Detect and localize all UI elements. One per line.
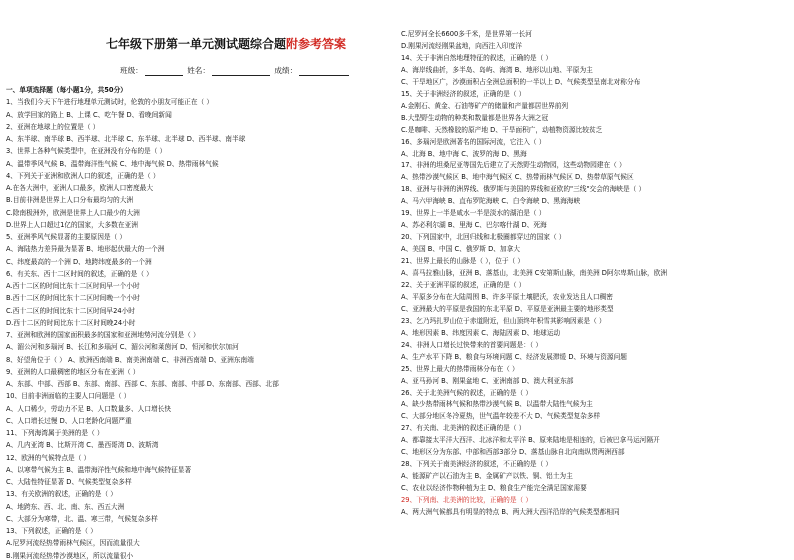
question-line: C.除南极洲外，欧洲是世界上人口最少的大洲 (6, 208, 140, 217)
name-blank[interactable] (212, 67, 270, 76)
question-line: 12、欧洲的气候特点是（ ） (6, 453, 91, 462)
question-line: A、马六甲海峡 B、直布罗陀海峡 C、白令海峡 D、黑海海峡 (401, 197, 581, 206)
question-line: 5、亚洲季风气候显著的主要原因是（ ） (6, 233, 127, 241)
question-line: A、以寒带气候为主 B、温带海洋性气候和地中海气候特征显著 (6, 465, 192, 474)
question-line: A、放学回家的路上 B、上课 C、吃午餐 D、看晚间新闻 (6, 110, 172, 119)
question-line: C、大陆性特征显著 D、气候类型复杂多样 (6, 478, 132, 486)
question-line: 6、有关东、西十二区时间的叙述，正确的是（ ） (6, 269, 153, 278)
question-line: 17、非洲的坦桑尼亚等国先后建立了天然野生动物园，这些动物园建在（ ） (401, 161, 626, 170)
question-line: B.大型野生动物的种类和数量都是世界各大洲之冠 (401, 113, 549, 122)
student-info (120, 65, 351, 76)
question-line: A、湄公河和多瑙河 B、长江和多瑙河 C、湄公河和莱茵河 D、恒河和伏尔加河 (6, 343, 239, 352)
question-line: C、纬度最高的一个洲 D、地跨纬度最多的一个洲 (6, 257, 152, 266)
question-line: 15、关于非洲经济的叙述，正确的是（ ） (401, 89, 526, 98)
question-line: A、温带季风气候 B、温带海洋性气候 C、地中海气候 D、热带雨林气候 (6, 159, 219, 168)
right-column (397, 0, 794, 560)
question-line: A、地形因素 B、纬度因素 C、海陆因素 D、地球运动 (401, 328, 561, 337)
question-line: C、地形区分为东部、中部和西部3部分 D、落基山脉自北向南纵贯两洲西部 (401, 448, 625, 457)
question-line: 11、下列海湾属于美洲的是（ ） (6, 429, 104, 437)
question-line: A、亚马孙河 B、刚果盆地 C、亚洲南部 D、澳大利亚东部 (401, 376, 574, 385)
question-line: 29、下列南、北美洲的比较，正确的是（ ） (401, 496, 533, 505)
question-line: 20、下列国家中，北回归线和北极圈都穿过的国家（ ） (401, 233, 566, 242)
question-line: C、大部分地区冬冷夏热，世气温年较差不大 D、气候类型复杂多样 (401, 412, 601, 421)
question-line: A、北海 B、地中海 C、波罗的海 D、黑海 (401, 149, 527, 158)
title-highlight: 附参考答案 (286, 37, 347, 51)
class-label: 班级： (120, 66, 143, 75)
question-line: A、几内亚湾 B、比斯开湾 C、墨西哥湾 D、波斯湾 (6, 441, 159, 450)
exam-title (106, 35, 366, 52)
score-label: 成绩： (274, 66, 298, 75)
question-line: 13、下列叙述，正确的是（ ） (6, 527, 97, 535)
question-line: 27、有关南、北美洲的叙述正确的是（ ） (401, 424, 526, 433)
question-line: C、亚洲最大的平原是我国的东北平原 D、平原是亚洲最主要的地形类型 (401, 304, 614, 313)
question-line: A.在各大洲中，亚洲人口最多，欧洲人口密度最大 (6, 184, 154, 192)
question-line: A、生产水平下降 B、粮食与环境问题 C、经济发展滞缓 D、环境与资源问题 (401, 352, 627, 361)
question-line: D.西十二区的时间比东十二区时间晚24小时 (6, 318, 136, 327)
question-line: A、人口稀少，劳动力不足 B、人口数量多、人口增长快 (6, 404, 172, 413)
name-label: 姓名： (187, 66, 210, 75)
question-line: B.西十二区的时间比东十二区时间晚一个小时 (6, 294, 140, 303)
question-line: A、两大洲气候都具有明显的特点 B、两大洲大西洋沿岸的气候类型都相同 (401, 508, 620, 516)
question-line: A、海陆热力差异最为显著 B、地形起伏最大的一个洲 (6, 245, 165, 254)
question-line: 25、世界上最大的热带雨林分布在（ ） (401, 364, 519, 373)
question-line: 4、下列关于亚洲和欧洲人口的叙述，正确的是（ ） (6, 171, 160, 180)
question-line: A、能源矿产以石油为主 B、金属矿产以铁、铜、铝土为主 (401, 472, 573, 481)
question-line: 16、多瑙河是欧洲著名的国际河流，它注入（ ） (401, 137, 546, 146)
title-main: 七年级下册第一单元测试题综合题 (106, 37, 287, 51)
question-line: D.世界上人口超过1亿的国家，大多数在亚洲 (6, 220, 138, 229)
question-line: A、喜马拉雅山脉，亚洲 B、落基山，北美洲 C安第斯山脉，南美洲 D阿尔卑斯山脉，欧洲 (401, 269, 668, 277)
question-line: C、农业以经济作物种植为主 D、粮食生产能完全满足国家需要 (401, 484, 587, 493)
question-line: C.是咖啡、天然橡胶的原产地 D、干旱面积广，动植物资源比较贫乏 (401, 125, 603, 134)
question-line: 9、亚洲的人口最稠密的地区分布在亚洲（ ） (6, 367, 140, 376)
question-line: A.金刚石、黄金、石油等矿产的储量和产量都居世界前列 (401, 101, 569, 110)
question-line: B.目前非洲是世界上人口分布最均匀的大洲 (6, 196, 134, 205)
question-line: 28、下列关于南美洲经济的叙述，不正确的是（ ） (401, 460, 553, 469)
question-line: 1、当我们今天下午进行地理单元测试时，伦敦的小朋友可能正在（ ） (6, 98, 214, 107)
question-line: 10、目前非洲面临的主要人口问题是（ ） (6, 392, 131, 401)
question-line: C.西十二区的时间比东十二区时间早24小时 (6, 306, 135, 315)
question-line: 21、世界上最长的山脉是（ ），位于（ ） (401, 257, 525, 266)
question-line: A、缺少热带雨林气候和热带沙漠气候 B、以温带大陆性气候为主 (401, 400, 593, 409)
question-line: C、人口增长过慢 D、人口老龄化问题严重 (6, 416, 132, 425)
question-line: A、苏必利尔湖 B、里海 C、巴尔喀什湖 D、死海 (401, 221, 547, 230)
question-line: 18、亚洲与非洲的洲界线、俄罗斯与美国的界线和亚欧的"三线"交会的海峡是（ ） (401, 185, 646, 194)
question-line: 14、关于非洲自然地理特征的叙述，正确的是（ ） (401, 53, 553, 62)
question-line: 24、非洲人口增长过快带来的首要问题是：（ ） (401, 340, 543, 349)
question-line: A、都靠接太平洋大西洋、北冰洋和太平洋 B、原来陆地是相连的，后被巴拿马运河隔开 (401, 436, 660, 445)
question-line: 23、乞乃玛扎罗山位于赤道附近，但山顶终年积雪其影响因素是（ ） (401, 316, 606, 325)
question-line: 26、关于北美洲气候的叙述，正确的是（ ） (401, 388, 533, 397)
question-line: 3、世界上各种气候类型中，在亚洲没有分布的是（ ） (6, 147, 167, 156)
question-line: B.刚果河流经热带沙漠地区，所以流量很小 (6, 551, 134, 560)
score-blank[interactable] (299, 67, 349, 76)
question-line: A、美国 B、中国 C、俄罗斯 D、加拿大 (401, 245, 520, 254)
question-line: A、热带沙漠气候区 B、地中海气候区 C、热带雨林气候区 D、热带草原气候区 (401, 173, 634, 182)
question-line: C、干旱地区广，沙漠面积占全洲总面积的一半以上 D、气候类型呈南北对称分布 (401, 77, 641, 86)
question-line: 22、关于亚洲平原的叙述，正确的是（ ） (401, 280, 526, 289)
question-line: 7、亚洲和欧洲的国家面积最多的国家和亚洲地势河流分别是（ ） (6, 331, 200, 339)
question-line: A、平原多分布在大陆周围 B、许多平原土壤肥沃，农业发达且人口稠密 (401, 292, 613, 301)
class-blank[interactable] (145, 67, 183, 76)
question-line: A、东半球、南半球 B、西半球、北半球 C、东半球、北半球 D、西半球、南半球 (6, 135, 246, 143)
question-line: A、海岸线曲折，多半岛、岛屿、海湾 B、地形以山地、平原为主 (401, 65, 593, 74)
question-line: 2、亚洲在地球上的位置是（ ） (6, 122, 100, 131)
question-line: 8、好望角位于（ ） A、欧洲西南端 B、南美洲南端 C、非洲西南端 D、亚洲东南端 (6, 355, 254, 364)
question-line: A、地跨东、西、北、南、东、西五大洲 (6, 502, 125, 511)
question-line: 一、单项选择题（每小题1分，共50分） (6, 86, 127, 94)
question-line: A.西十二区的时间比东十二区时间早一个小时 (6, 282, 140, 290)
question-line: A、东部、中部、西部 B、东部、南部、西部 C、东部、南部、中部 D、东南部、西部、北部 (6, 380, 279, 388)
question-line: D.刚果河流经刚果盆地，向西注入印度洋 (401, 41, 522, 50)
question-line: A.尼罗河流经热带雨林气候区，因而流量很大 (6, 539, 140, 548)
question-line: 19、世界上一半是咸水一半是淡水的湖泊是（ ） (401, 209, 546, 218)
question-line: C、大部分为寒带，北、温、寒三带，气候复杂多样 (6, 514, 158, 523)
question-line: C.尼罗河全长6600多千米，是世界第一长河 (401, 30, 532, 38)
question-line: 13、有关欧洲的叙述，正确的是（ ） (6, 490, 117, 499)
